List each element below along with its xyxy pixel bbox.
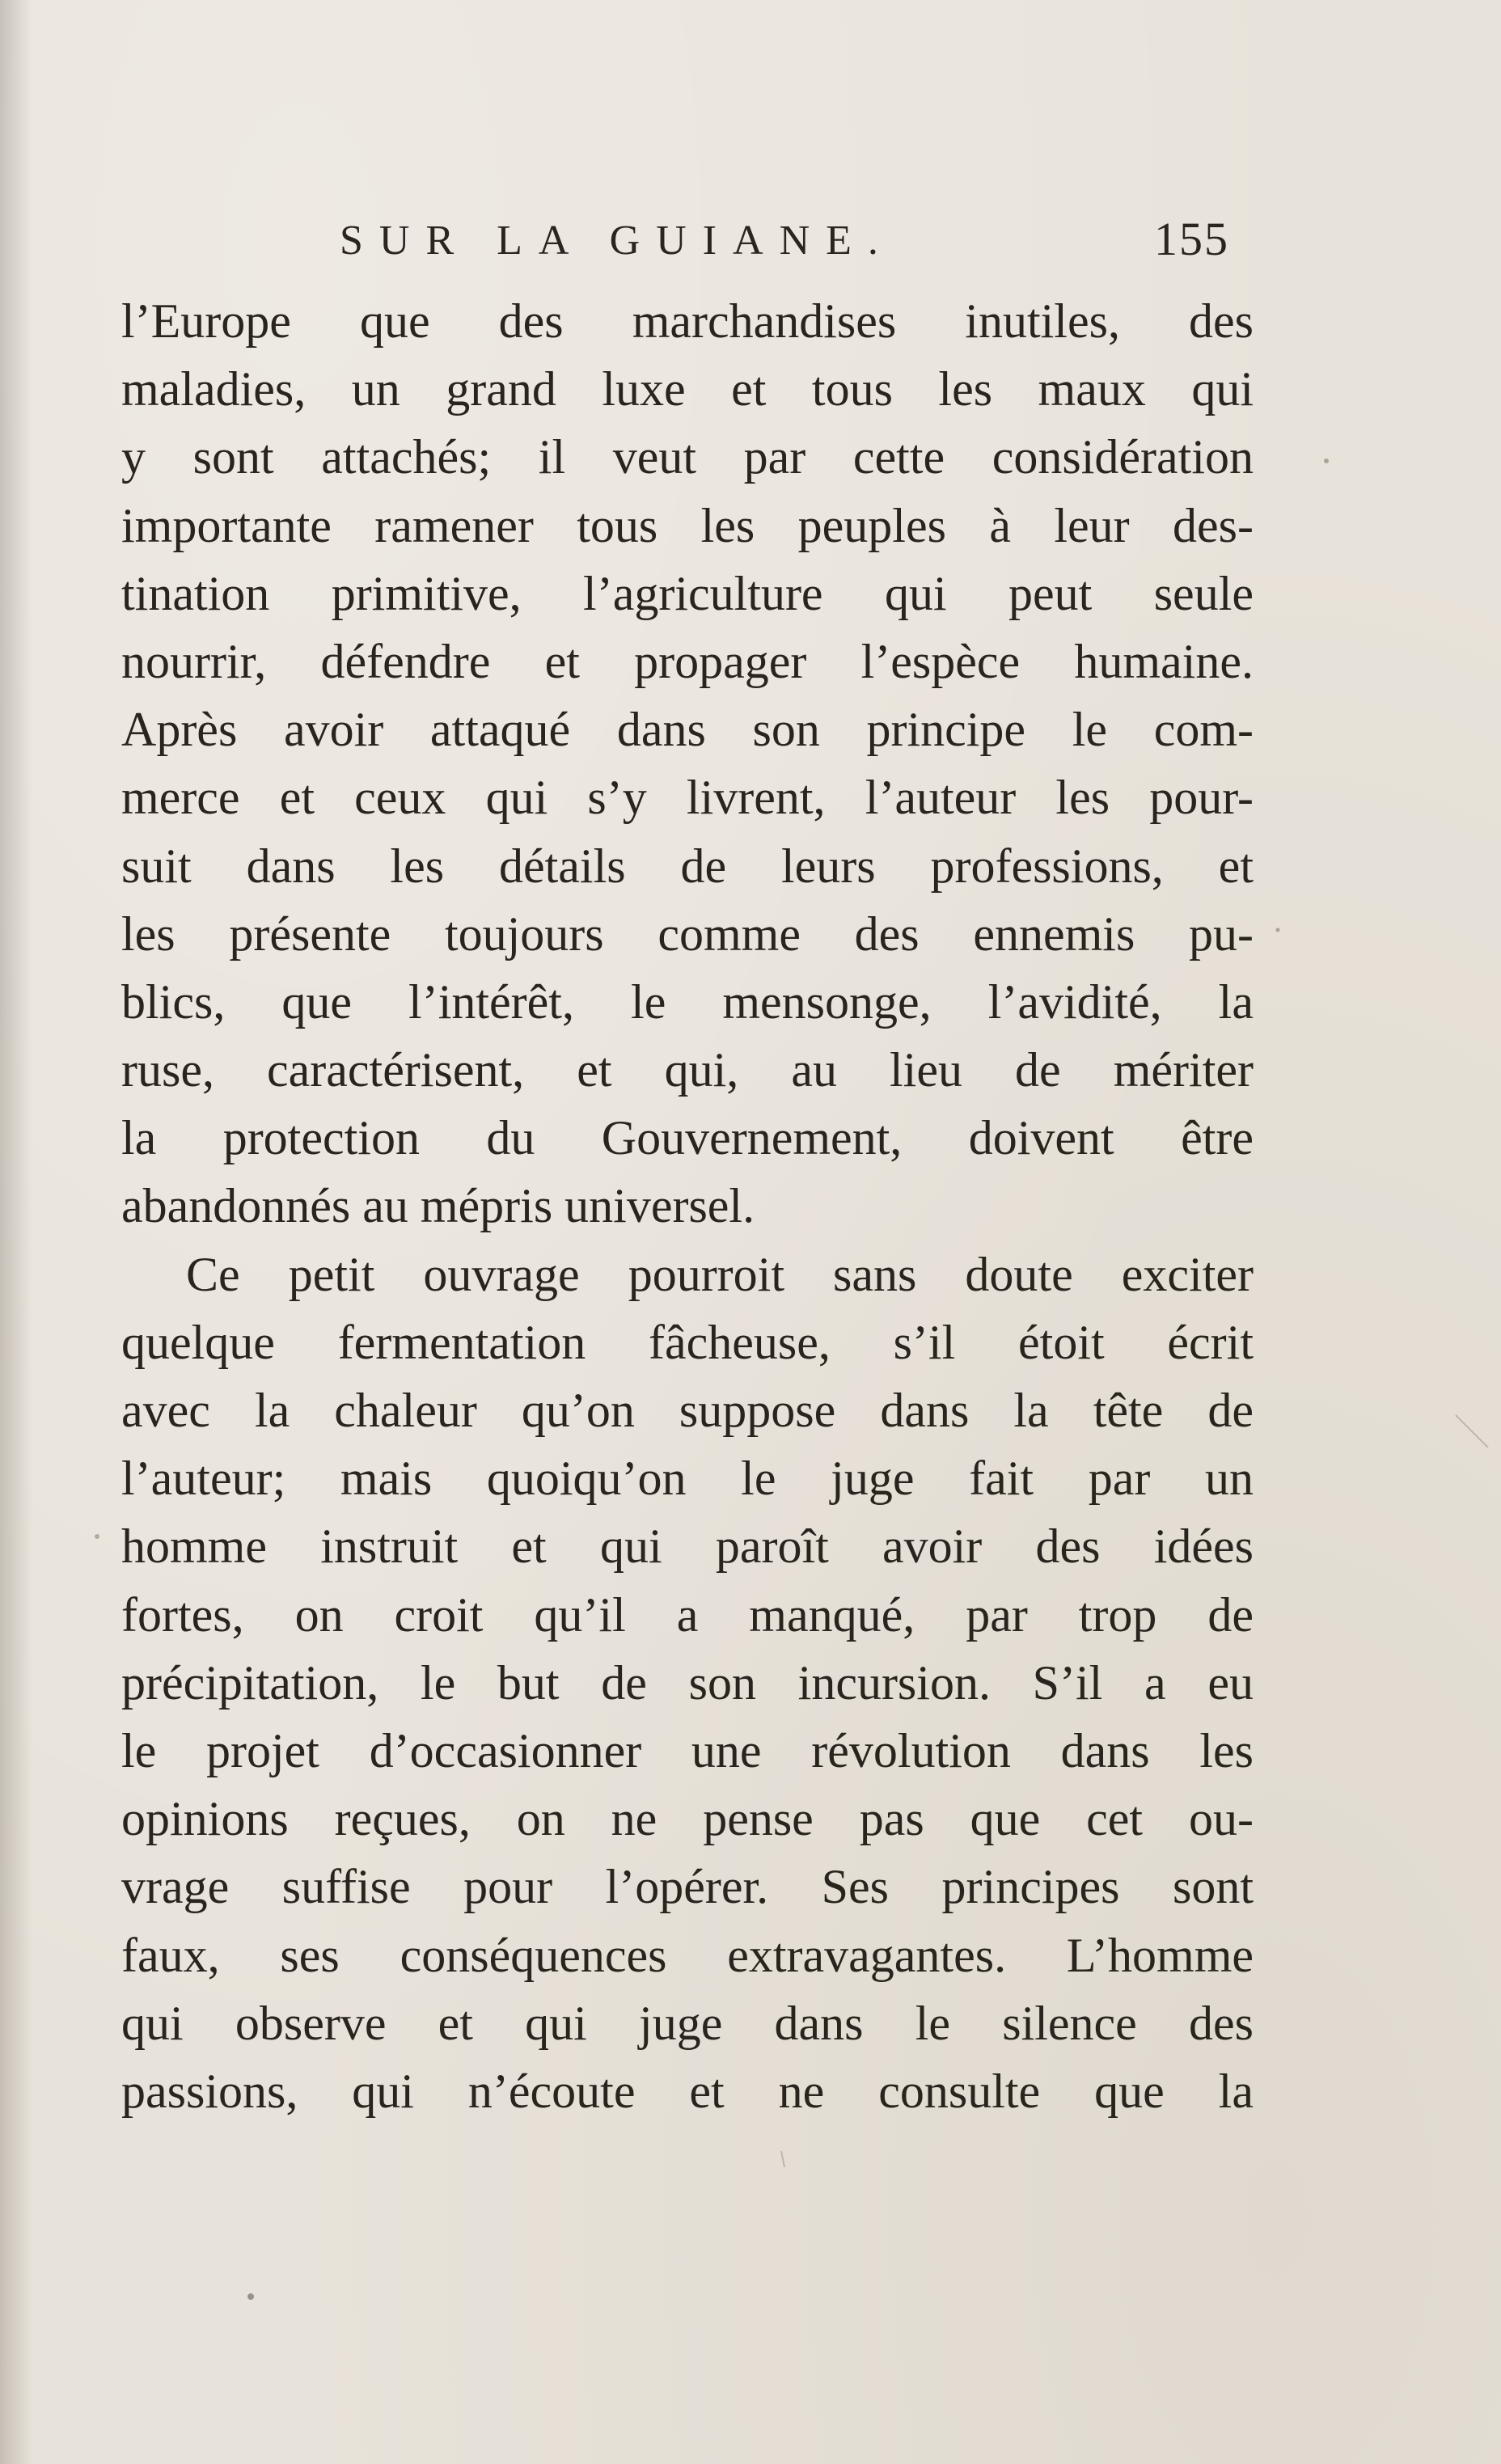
text-line: vrage suffise pour l’opérer. Ses principes sont [121,1860,1254,1914]
text-line: merce et ceux qui s’y livrent, l’auteur les pour- [121,771,1254,825]
text-line: nourrir, défendre et propager l’espèce humaine. [121,634,1254,688]
text-line: qui observe et qui juge dans le silence des [121,1996,1254,2050]
text-line: fortes, on croit qu’il a manqué, par trop de [121,1587,1254,1642]
text-line: faux, ses conséquences extravagantes. L’homme [121,1928,1254,1982]
text-line: opinions reçues, on ne pense pas que cet ou- [121,1792,1254,1846]
text-line: y sont attachés; il veut par cette considération [121,430,1254,484]
text-line: maladies, un grand luxe et tous les maux qui [121,362,1254,416]
text-body [121,287,1254,2125]
text-line: homme instruit et qui paroît avoir des idées [121,1519,1254,1574]
paragraph-end-line: abandonnés au mépris universel. [121,1179,755,1233]
text-line: le projet d’occasionner une révolution dans les [121,1723,1254,1777]
text-line: importante ramener tous les peuples à leur des- [121,498,1254,552]
text-line: l’Europe que des marchandises inutiles, des [121,294,1254,348]
text-line: précipitation, le but de son incursion. S’il a eu [121,1655,1254,1710]
paragraph-start-line: Ce petit ouvrage pourroit sans doute exciter [186,1247,1254,1301]
text-line: l’auteur; mais quoiqu’on le juge fait par un [121,1452,1254,1506]
text-line: la protection du Gouvernement, doivent être [121,1111,1254,1165]
text-line: Après avoir attaqué dans son principe le com- [121,703,1254,757]
text-line: tination primitive, l’agriculture qui peut seule [121,566,1254,620]
text-line: passions, qui n’écoute et ne consulte que la [121,2064,1254,2118]
page-header [340,212,1229,277]
text-line: suit dans les détails de leurs professions, et [121,839,1254,893]
text-line: blics, que l’intérêt, le mensonge, l’avidité, la [121,974,1254,1029]
text-line: ruse, caractérisent, et qui, au lieu de mériter [121,1043,1254,1097]
text-line: les présente toujours comme des ennemis pu- [121,907,1254,961]
text-line: avec la chaleur qu’on suppose dans la tête de [121,1384,1254,1437]
page-number: 155 [1154,213,1229,265]
running-title: SUR LA GUIANE. [340,218,894,264]
binding-shadow [0,0,32,2464]
text-line: quelque fermentation fâcheuse, s’il étoit écrit [121,1315,1254,1369]
